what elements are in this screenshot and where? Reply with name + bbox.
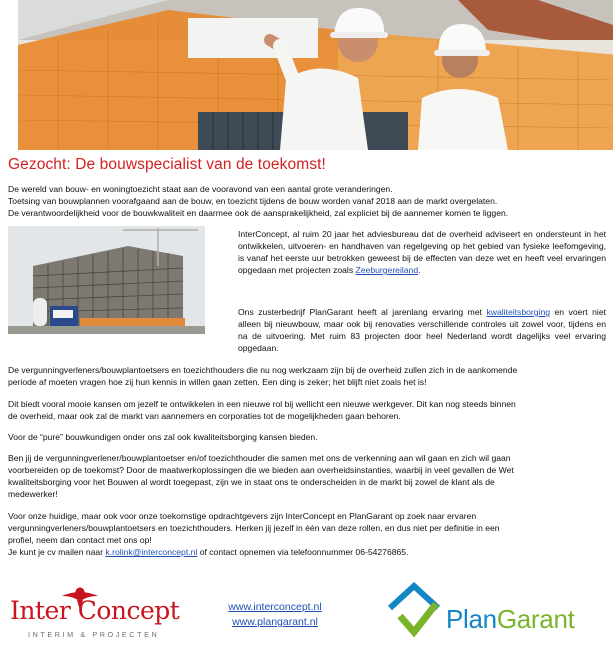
intro-paragraph [8, 183, 608, 219]
plangarant-text-start: Ons zusterbedrijf PlanGarant heeft al jarenlang ervaring met [238, 307, 482, 317]
interconcept-url-link[interactable]: www.interconcept.nl [228, 601, 322, 613]
text-line: Ben jij de vergunningverlener/bouwplantoetser en/of toezichthouder die samen met ons de verkenning aan wil gaan en zich wil gaan [8, 453, 511, 463]
text-line: de overheid, maar ook zal de markt van aannemers en corporaties tot de mogelijkheden gaan behoren. [8, 411, 401, 421]
plangarant-text-end: en voert niet alleen bij nieuwbouw, maar ook bij renovaties verschillende controles uit zowel voor, tijdens en na de uitvoering. Met ruim 83 projecten door heel Nederland wordt dagelijks veel ervaring opgedaan. [238, 307, 607, 353]
hero-photo [18, 0, 613, 150]
intro-line: Toetsing van bouwplannen voorafgaand aan de bouw, en toezicht tijdens de bouw worden vanaf 2018 aan de markt overgelaten. [8, 196, 498, 206]
zeeburgereiland-link[interactable]: Zeeburgereiland [355, 265, 419, 275]
house-roof-icon [386, 582, 444, 640]
plangarant-url-link[interactable]: www.plangarant.nl [232, 616, 318, 628]
text-line: profiel, neem dan contact met ons op! [8, 535, 152, 545]
interconcept-logo[interactable] [8, 584, 180, 640]
text-line: medewerker! [8, 489, 58, 499]
interconcept-paragraph [238, 228, 606, 276]
body-paragraph-2 [8, 398, 606, 422]
text-line: kwaliteitsborging voor het Bouwen al wordt toegepast, zijn we in staat ons te onderscheiden in de markt bij zowel de klant als de [8, 477, 495, 487]
text-line: Voor onze huidige, maar ook voor onze toekomstige opdrachtgevers zijn InterConcept en PlanGarant op zoek naar ervaren [8, 511, 477, 521]
intro-line: De wereld van bouw- en woningtoezicht staat aan de vooravond van een aantal grote veranderingen. [8, 184, 393, 194]
headline: Gezocht: De bouwspecialist van de toekomst! [8, 156, 326, 173]
period: . [418, 265, 421, 275]
plangarant-logo-text [446, 604, 575, 635]
text-line: voorbereiden op de toekomst? Door de maatwerkoplossingen die we bieden aan overheidsinstanties, waarbij in veel gevallen de Wet [8, 465, 514, 475]
body-paragraph-5 [8, 510, 606, 558]
contact-end: of contact opnemen via telefoonnummer 06-54276865. [199, 547, 409, 557]
construction-workers-photo [18, 0, 613, 150]
footer-links [215, 600, 335, 630]
text-line: De vergunningverleners/bouwplantoetsers en toezichthouders die nu nog werkzaam zijn bij de overheid zullen zich in de aankomende [8, 365, 518, 375]
interconcept-text: InterConcept, al ruim 20 jaar het adviesbureau dat de overheid adviseert en ondersteunt in het ontwikkelen, uitvoeren- en handhaven van regelgeving op het gebied van fysieke leefomgeving, is vanaf het eerste uur betrokken geweest bij de effecten van deze wet en heeft veel ervaringen opgedaan met projecten zoals [238, 229, 606, 275]
text-line: Dit biedt vooral mooie kansen om jezelf te ontwikkelen in een nieuwe rol bij wellicht een nieuwe werkgever. Dit kan nog steeds binnen [8, 399, 516, 409]
body-paragraph-4 [8, 452, 606, 500]
plangarant-logo[interactable] [386, 582, 608, 640]
intro-line: De verantwoordelijkheid voor de bouwkwaliteit en daarmee ook de aansprakelijkheid, zal expliciet bij de aannemer komen te liggen. [8, 208, 509, 218]
footer [0, 576, 613, 647]
plangarant-paragraph [238, 306, 606, 354]
contact-line [8, 546, 606, 558]
interconcept-logo-text: Inter Concept [10, 596, 180, 625]
body-paragraph-1 [8, 364, 606, 388]
text-line: vergunningverleners/bouwplantoetsers en toezichthouders. Herken jij jezelf in één van deze rollen, en dus niet per definitie in een [8, 523, 500, 533]
body-paragraph-3: Voor de “pure” bouwkundigen onder ons zal ook kwaliteitsborging kansen bieden. [8, 432, 318, 442]
text-line: periode af moeten vragen hoe zij hun kennis in willen gaan zetten. Een ding is zeker; het blijft niet zoals het is! [8, 377, 427, 387]
garant-text: Garant [496, 604, 575, 634]
construction-site-photo [8, 226, 205, 334]
plan-text: Plan [446, 604, 497, 634]
email-link[interactable]: k.rolink@interconcept.nl [105, 547, 198, 557]
kwaliteitsborging-link[interactable]: kwaliteitsborging [486, 307, 551, 317]
interconcept-tagline: INTERIM & PROJECTEN [28, 630, 160, 639]
contact-start: Je kunt je cv mailen naar [8, 547, 104, 557]
